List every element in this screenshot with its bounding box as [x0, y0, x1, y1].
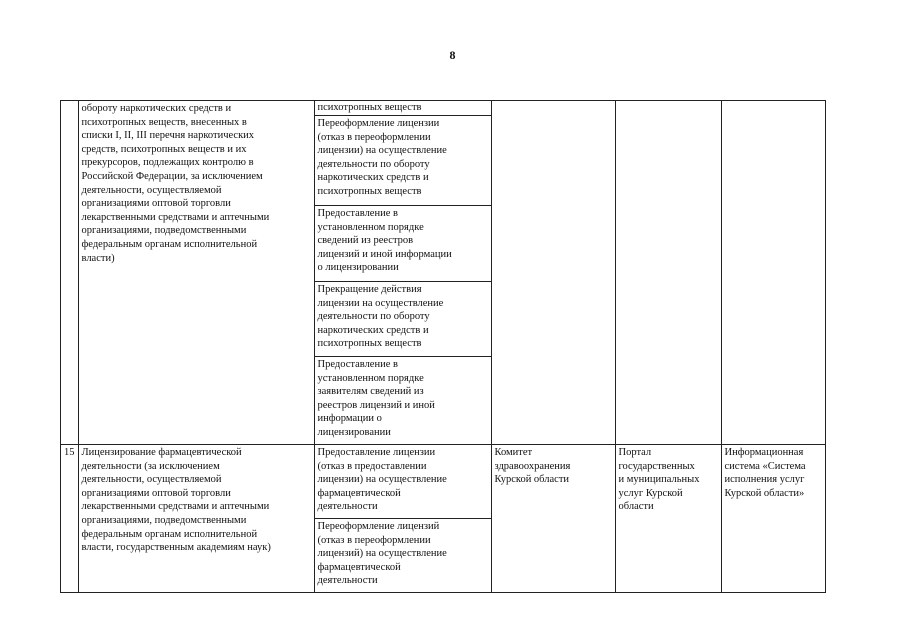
- table-row: [61, 445, 826, 519]
- service-cell: Переоформление лицензий (отказ в переоформлении лицензий) на осуществление фармацевтической деятельности: [314, 519, 491, 593]
- services-table: [60, 100, 826, 593]
- service-cell: Прекращение действия лицензии на осуществление деятельности по обороту наркотических средств и психотропных веществ: [314, 282, 491, 357]
- information-system-cell: Информационная система «Система исполнения услуг Курской области»: [721, 445, 825, 593]
- portal-cell: [615, 101, 721, 445]
- service-cell: [314, 101, 491, 116]
- information-system-cell: [721, 101, 825, 445]
- page-number: 8: [449, 48, 456, 62]
- licensing-type-cell: Лицензирование фармацевтической деятельности (за исключением деятельности, осуществляемой организациями оптовой торговли лекарственными средствами и аптечными организациями, подведомственными федеральным органам исполнительной власти, государственным академиям наук): [78, 445, 314, 593]
- licensing-type-cell: обороту наркотических средств и психотропных веществ, внесенных в списки I, II, III перечня наркотических средств, психотропных веществ и их прекурсоров, подлежащих контролю в Российской Федерации, за исключением деятельности, осуществляемой организациями оптовой торговли лекарственными средствами и аптечными организациями, подведомственными федеральным органам исполнительной власти): [78, 101, 314, 445]
- service-cell: Предоставление в установленном порядке сведений из реестров лицензий и иной информации о лицензировании: [314, 206, 491, 282]
- row-number-cell: 15: [61, 445, 79, 593]
- table-row: [61, 101, 826, 116]
- portal-cell: Портал государственных и муниципальных услуг Курской области: [615, 445, 721, 593]
- authority-cell: [491, 101, 615, 445]
- service-cell: Предоставление лицензии (отказ в предоставлении лицензии) на осуществление фармацевтической деятельности: [314, 445, 491, 519]
- service-cell: Предоставление в установленном порядке заявителям сведений из реестров лицензий и иной информации о лицензировании: [314, 357, 491, 445]
- service-text: психотропных веществ: [317, 102, 422, 113]
- service-cell: Переоформление лицензии (отказ в переоформлении лицензии) на осуществление деятельности по обороту наркотических средств и психотропных веществ: [314, 116, 491, 206]
- authority-cell: Комитет здравоохранения Курской области: [491, 445, 615, 593]
- row-number-cell: [61, 101, 79, 445]
